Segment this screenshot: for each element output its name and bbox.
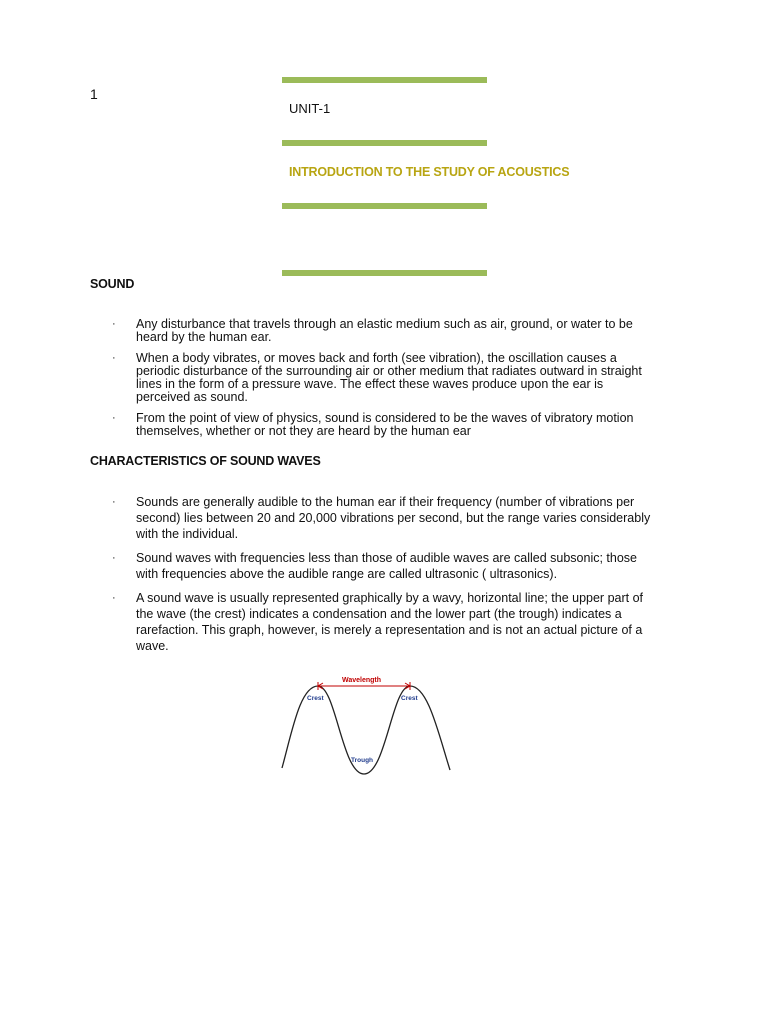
- list-item: [90, 318, 660, 345]
- sound-wave-diagram: [278, 672, 454, 778]
- list-item: [90, 590, 660, 654]
- wavelength-label: Wavelength: [342, 677, 382, 684]
- bullet-icon: ·: [112, 351, 116, 364]
- header-rule-lower: [282, 203, 487, 209]
- header-rule-top: [282, 77, 487, 83]
- crest-label-left: Crest: [307, 695, 324, 702]
- page-number: 1: [90, 86, 98, 102]
- header-rule-bottom: [282, 270, 487, 276]
- list-item: [90, 412, 660, 439]
- trough-label: Trough: [351, 757, 374, 764]
- header-rule-middle: [282, 140, 487, 146]
- bullet-icon: ·: [112, 411, 116, 424]
- section-heading-sound: SOUND: [90, 277, 135, 291]
- list-item-text: A sound wave is usually represented graphically by a wavy, horizontal line; the upper part of the wave (the crest) indicates a condensation and the lower part (the trough) indicates a rarefaction. This graph, however, is merely a representation and is not an actual picture of a wave.: [136, 591, 644, 653]
- document-title: INTRODUCTION TO THE STUDY OF ACOUSTICS: [289, 165, 570, 179]
- list-item-text: Sound waves with frequencies less than those of audible waves are called subsonic; those with frequencies above the audible range are called ultrasonic ( ultrasonics).: [136, 551, 637, 581]
- list-item-text: Sounds are generally audible to the human ear if their frequency (number of vibrations per second) lies between 20 and 20,000 vibrations per second, but the range varies considerably with the individual.: [136, 495, 651, 541]
- bullet-icon: ·: [112, 552, 116, 564]
- bullet-icon: ·: [112, 592, 116, 604]
- bullet-icon: ·: [112, 496, 116, 508]
- characteristics-bullet-list: [90, 494, 660, 662]
- list-item: [90, 352, 660, 405]
- list-item-text: Any disturbance that travels through an elastic medium such as air, ground, or water to be heard by the human ear.: [136, 317, 633, 345]
- unit-label: UNIT-1: [289, 101, 331, 116]
- section-heading-characteristics: CHARACTERISTICS OF SOUND WAVES: [90, 454, 321, 468]
- list-item-text: When a body vibrates, or moves back and forth (see vibration), the oscillation causes a periodic disturbance of the surrounding air or other medium that radiates outward in straight lines in the form of a pressure wave. The effect these waves produce upon the ear is perceived as sound.: [136, 350, 642, 405]
- list-item-text: From the point of view of physics, sound is considered to be the waves of vibratory motion themselves, whether or not they are heard by the human ear: [136, 410, 634, 439]
- crest-label-right: Crest: [401, 695, 418, 702]
- list-item: [90, 550, 660, 582]
- sound-bullet-list: [90, 318, 660, 445]
- bullet-icon: ·: [112, 318, 116, 330]
- list-item: [90, 494, 660, 542]
